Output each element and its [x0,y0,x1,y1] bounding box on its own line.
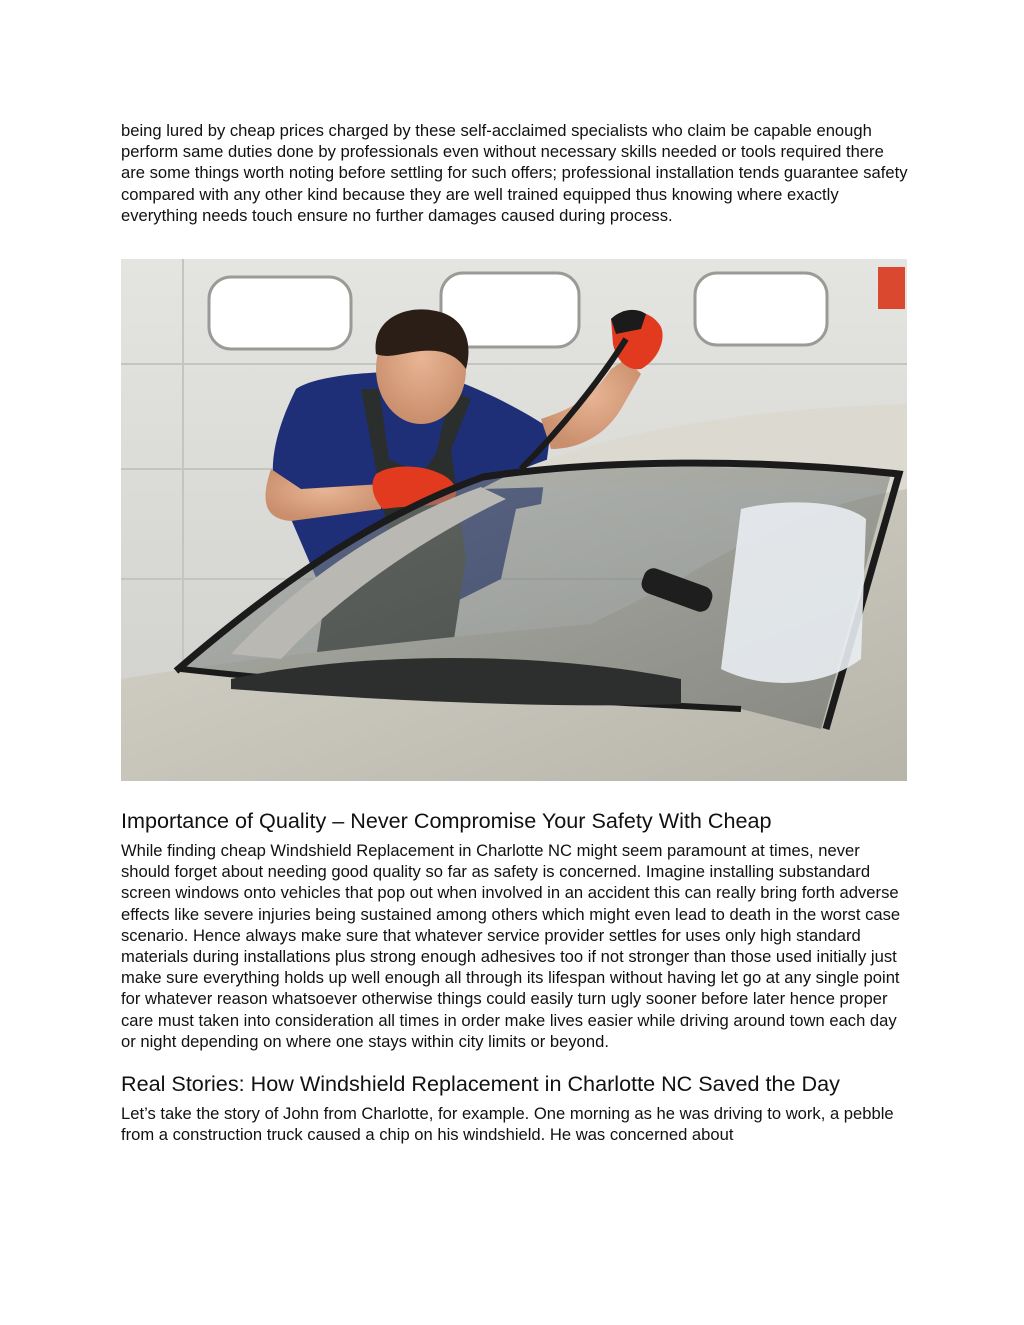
section-heading-stories: Real Stories: How Windshield Replacement in Charlotte NC Saved the Day [121,1071,840,1097]
article-content [121,120,911,1145]
intro-paragraph: being lured by cheap prices charged by these self-acclaimed specialists who claim be capable enough perform same duties done by professionals even without necessary skills needed or tools required there are some things worth noting before settling for such offers; professional installation tends guarantee safety compared with any other kind because they are well trained equipped thus knowing where exactly everything needs touch ensure no further damages caused during process. [121,121,908,225]
windshield-installation-photo [121,259,907,781]
section-body-stories: Let’s take the story of John from Charlotte, for example. One morning as he was driving to work, a pebble from a construction truck caused a chip on his windshield. He was concerned about [121,1104,894,1145]
garage-windows [209,273,827,349]
section-body-quality: While finding cheap Windshield Replacement in Charlotte NC might seem paramount at times, never should forget about needing good quality so far as safety is concerned. Imagine installing substandard screen windows onto vehicles that pop out when involved in an accident this can really bring forth adverse effects like severe injuries being sustained among others which might even lead to death in the worst case scenario. Hence always make sure that whatever service provider settles for uses only high standard materials during installations plus strong enough adhesives too if not stronger than those used initially just make sure everything holds up well enough all through its lifespan without having let go at any single point for whatever reason whatsoever otherwise things could easily turn ugly sooner before later hence proper care must taken into consideration all times in order make lives easier while driving around town each day or night depending on where one stays within city limits or beyond. [121,841,901,1051]
section-heading-quality: Importance of Quality – Never Compromise Your Safety With Cheap [121,808,772,834]
seat-cover [721,502,866,683]
red-marker [878,267,905,309]
photo-illustration [121,259,907,781]
